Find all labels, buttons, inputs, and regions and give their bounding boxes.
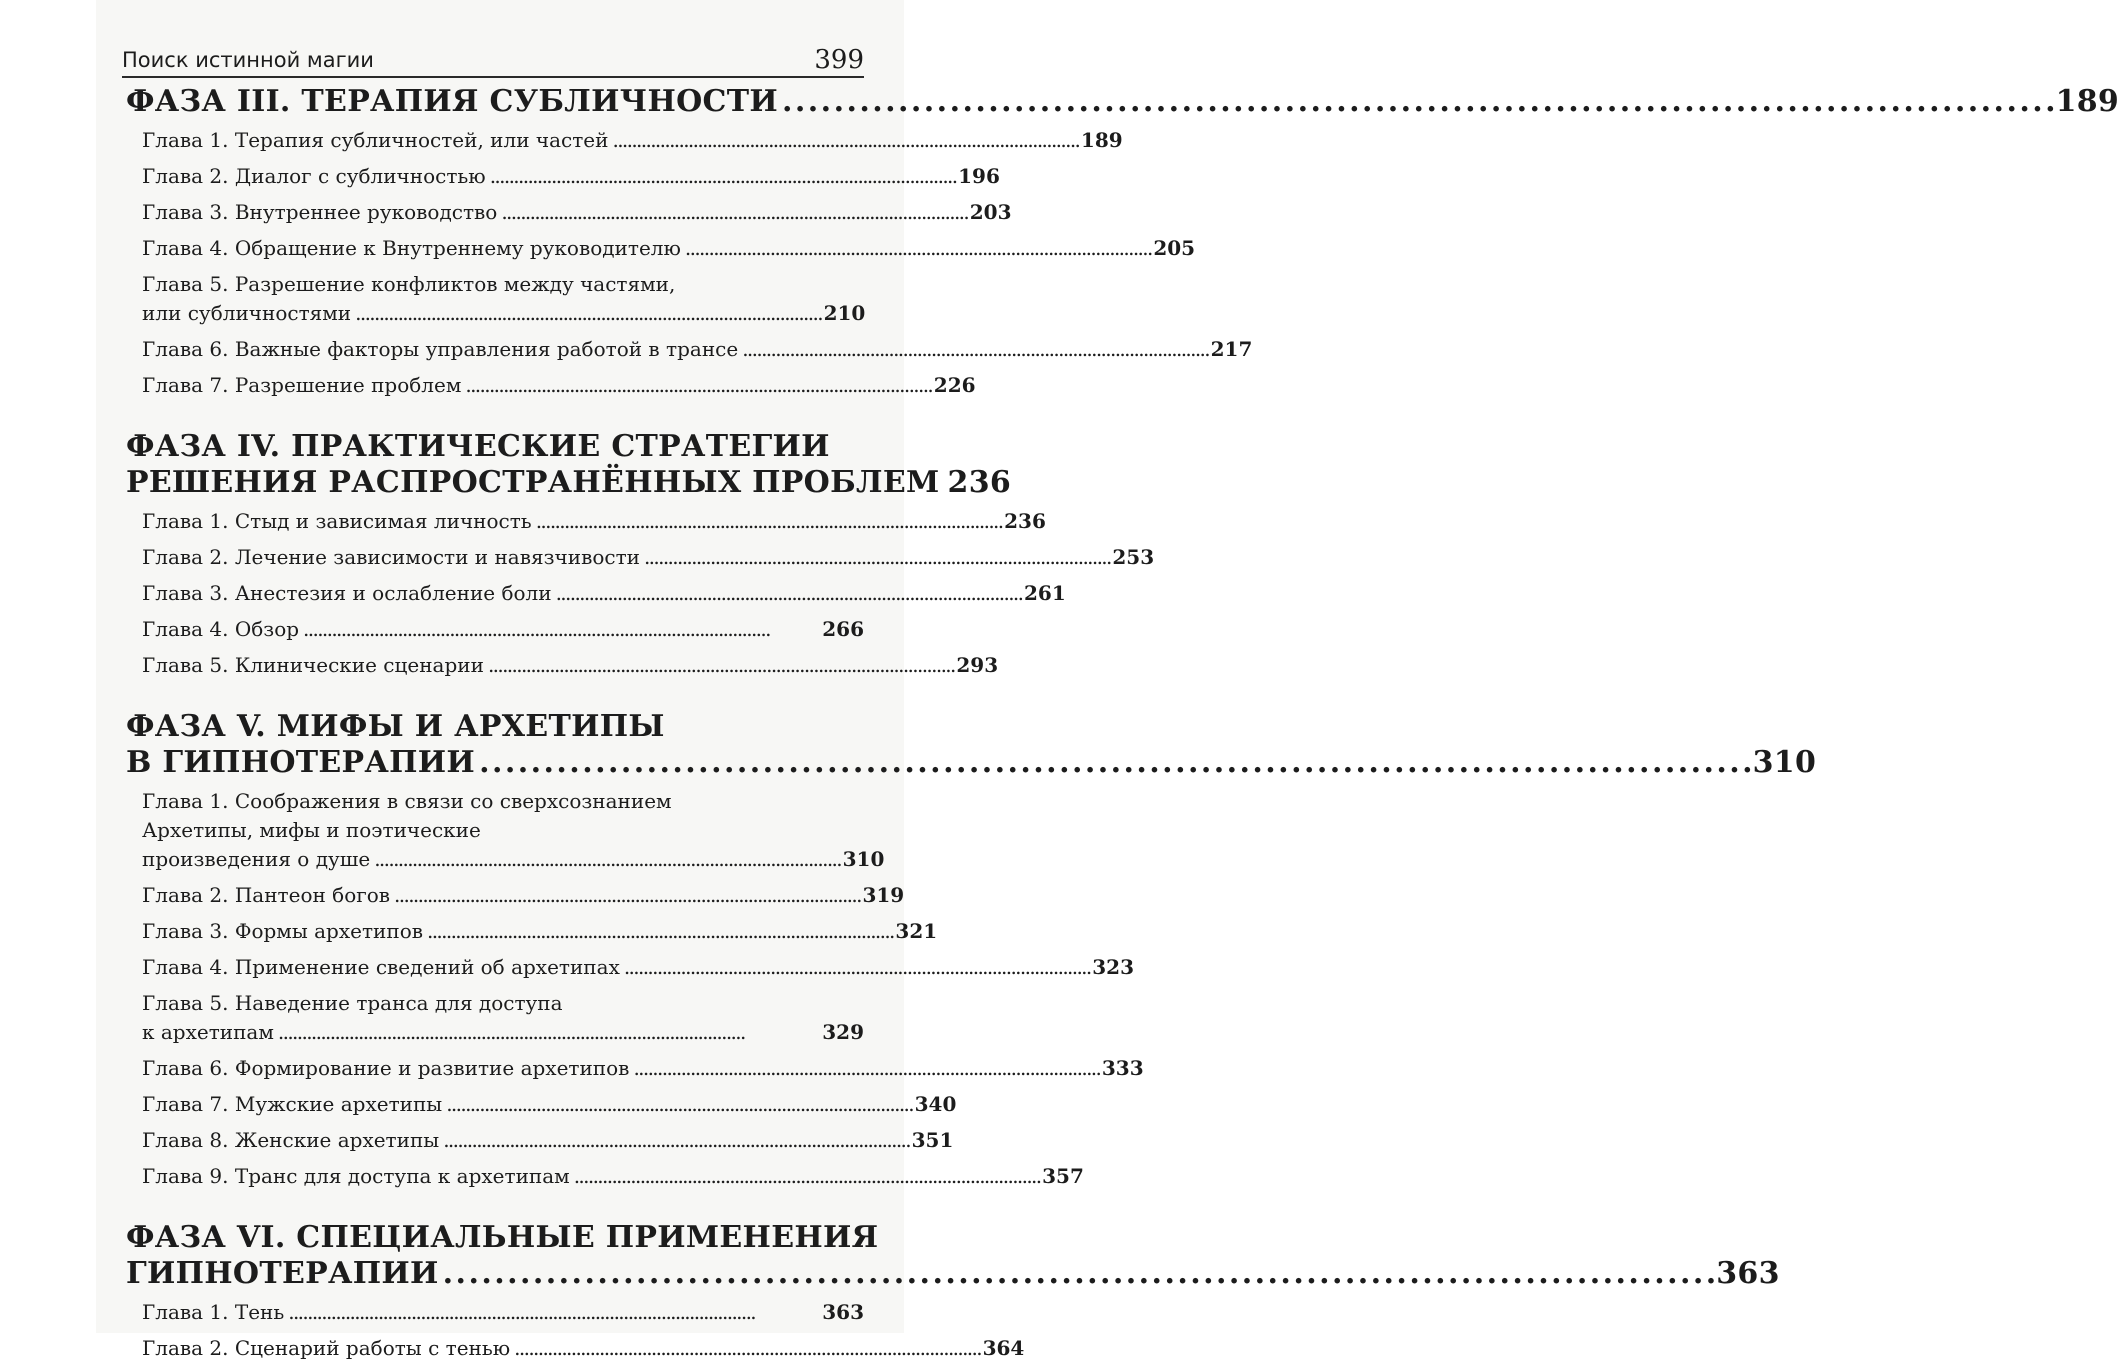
chapter-page-number: 266 (822, 617, 864, 641)
dot-leader (574, 1162, 1038, 1191)
toc-entry[interactable] (126, 787, 885, 881)
toc-entry[interactable] (126, 371, 976, 407)
toc-entry[interactable] (126, 1054, 1144, 1090)
chapter-title-line: Глава 4. Применение сведений об архетипах (142, 955, 620, 979)
chapter-title-line: Архетипы, мифы и поэтические (142, 818, 481, 842)
dot-leader (644, 543, 1108, 572)
section-title-line: ФАЗА III. ТЕРАПИЯ СУБЛИЧНОСТИ (126, 84, 779, 119)
chapter-title-line: Глава 1. Тень (142, 1300, 285, 1324)
section-page-number: 236 (947, 465, 1012, 500)
chapter-title-line: Глава 2. Лечение зависимости и навязчивости (142, 545, 640, 569)
dot-leader (536, 507, 1000, 536)
chapter-title-line: к архетипам (142, 1020, 274, 1044)
running-header (122, 40, 864, 78)
dot-leader (624, 953, 1088, 982)
chapter-title-line: Глава 6. Важные факторы управления работой в трансе (142, 337, 739, 361)
dot-leader (465, 371, 929, 400)
chapter-title-line: Глава 7. Разрешение проблем (142, 373, 462, 397)
toc-entry[interactable] (126, 270, 864, 335)
chapter-title-line: Глава 2. Сценарий работы с тенью (142, 1336, 511, 1360)
chapter-page-number: 357 (1042, 1164, 1084, 1188)
toc-entry[interactable] (126, 1090, 957, 1126)
section-title-line: В ГИПНОТЕРАПИИ (126, 745, 476, 780)
toc-entry[interactable] (126, 953, 1135, 989)
dot-leader (742, 335, 1206, 364)
chapter-page-number: 321 (895, 919, 938, 943)
toc-entry[interactable] (126, 543, 1155, 579)
table-of-contents (126, 84, 2119, 1370)
dot-leader (479, 745, 1749, 781)
dot-leader (443, 1256, 1713, 1292)
toc-entry[interactable] (126, 615, 864, 651)
toc-entry[interactable] (126, 989, 864, 1054)
chapter-page-number: 189 (1080, 128, 1123, 152)
chapter-title-line: Глава 2. Диалог с субличностью (142, 164, 486, 188)
section-page-number: 363 (1716, 1256, 1780, 1291)
dot-leader (612, 126, 1076, 155)
toc-entry[interactable] (126, 579, 1066, 615)
dot-leader (394, 881, 858, 910)
toc-entry[interactable] (126, 507, 1046, 543)
chapter-title-line: Глава 5. Разрешение конфликтов между частями, (142, 272, 676, 296)
chapter-page-number: 293 (956, 653, 999, 677)
section-title-line: ФАЗА V. МИФЫ И АРХЕТИПЫ (126, 709, 665, 744)
dot-leader (514, 1334, 978, 1363)
toc-entry[interactable] (126, 198, 1012, 234)
dot-leader (685, 234, 1149, 263)
toc-entry[interactable] (126, 917, 938, 953)
toc-section (126, 709, 1817, 1220)
chapter-title-line: Глава 1. Соображения в связи со сверхсознанием (142, 789, 672, 813)
dot-leader (278, 1018, 818, 1047)
dot-leader (443, 1126, 907, 1155)
toc-entry[interactable] (126, 881, 905, 917)
chapter-page-number: 333 (1101, 1056, 1144, 1080)
dot-leader (303, 615, 818, 644)
chapter-page-number: 340 (914, 1092, 957, 1116)
chapter-page-number: 364 (982, 1336, 1025, 1360)
toc-entry[interactable] (126, 234, 1196, 270)
chapter-title-line: или субличностями (142, 301, 352, 325)
chapter-page-number: 363 (822, 1300, 864, 1324)
chapter-title-line: Глава 5. Наведение транса для доступа (142, 991, 563, 1015)
page-number: 399 (814, 45, 864, 75)
chapter-page-number: 205 (1153, 236, 1196, 260)
chapter-title-line: Глава 6. Формирование и развитие архетипов (142, 1056, 630, 1080)
toc-section (126, 84, 2119, 429)
toc-section (126, 1220, 1780, 1370)
chapter-title-line: Глава 4. Обзор (142, 617, 300, 641)
toc-entry[interactable] (126, 162, 1000, 198)
chapter-title-line: Глава 1. Терапия субличностей, или частей (142, 128, 609, 152)
chapter-page-number: 310 (842, 847, 885, 871)
section-title-line: РЕШЕНИЯ РАСПРОСТРАНЁННЫХ ПРОБЛЕМ (126, 465, 940, 500)
toc-section (126, 429, 1155, 709)
toc-entry[interactable] (126, 1298, 864, 1334)
chapter-title-line: произведения о душе (142, 847, 371, 871)
running-title: Поиск истинной магии (122, 48, 374, 72)
chapter-title-line: Глава 3. Внутреннее руководство (142, 200, 498, 224)
dot-leader (782, 84, 2052, 120)
dot-leader (427, 917, 891, 946)
toc-entry[interactable] (126, 335, 1253, 371)
chapter-page-number: 196 (958, 164, 1000, 188)
chapter-title-line: Глава 3. Формы архетипов (142, 919, 423, 943)
dot-leader (633, 1054, 1097, 1083)
chapter-page-number: 210 (823, 301, 866, 325)
chapter-page-number: 319 (862, 883, 905, 907)
dot-leader (355, 299, 819, 328)
book-page (96, 0, 2119, 1360)
section-page-number: 189 (2055, 84, 2119, 119)
chapter-page-number: 203 (969, 200, 1012, 224)
toc-entry[interactable] (126, 651, 999, 687)
dot-leader (288, 1298, 818, 1327)
section-page-number: 310 (1752, 745, 1817, 780)
dot-leader (556, 579, 1020, 608)
toc-entry[interactable] (126, 1334, 1025, 1370)
chapter-title-line: Глава 4. Обращение к Внутреннему руководителю (142, 236, 681, 260)
chapter-title-line: Глава 9. Транс для доступа к архетипам (142, 1164, 570, 1188)
toc-entry[interactable] (126, 1126, 954, 1162)
chapter-page-number: 261 (1024, 581, 1066, 605)
section-heading (126, 1220, 1780, 1292)
chapter-title-line: Глава 7. Мужские архетипы (142, 1092, 443, 1116)
chapter-page-number: 236 (1004, 509, 1046, 533)
chapter-page-number: 323 (1092, 955, 1135, 979)
chapter-title-line: Глава 5. Клинические сценарии (142, 653, 484, 677)
chapter-title-line: Глава 2. Пантеон богов (142, 883, 391, 907)
toc-entry[interactable] (126, 126, 1123, 162)
dot-leader (488, 651, 952, 680)
dot-leader (374, 845, 838, 874)
dot-leader (490, 162, 954, 191)
chapter-title-line: Глава 8. Женские архетипы (142, 1128, 440, 1152)
chapter-page-number: 329 (822, 1020, 864, 1044)
chapter-page-number: 226 (933, 373, 976, 397)
section-title-line: ФАЗА VI. СПЕЦИАЛЬНЫЕ ПРИМЕНЕНИЯ (126, 1220, 879, 1255)
chapter-page-number: 253 (1112, 545, 1155, 569)
section-title-line: ГИПНОТЕРАПИИ (126, 1256, 439, 1291)
chapter-page-number: 351 (911, 1128, 954, 1152)
section-heading (126, 709, 1817, 781)
chapter-title-line: Глава 1. Стыд и зависимая личность (142, 509, 532, 533)
dot-leader (501, 198, 965, 227)
section-heading (126, 84, 2119, 120)
chapter-page-number: 217 (1210, 337, 1253, 361)
section-heading (126, 429, 1012, 501)
chapter-title-line: Глава 3. Анестезия и ослабление боли (142, 581, 552, 605)
section-title-line: ФАЗА IV. ПРАКТИЧЕСКИЕ СТРАТЕГИИ (126, 429, 830, 464)
dot-leader (446, 1090, 910, 1119)
toc-entry[interactable] (126, 1162, 1084, 1198)
